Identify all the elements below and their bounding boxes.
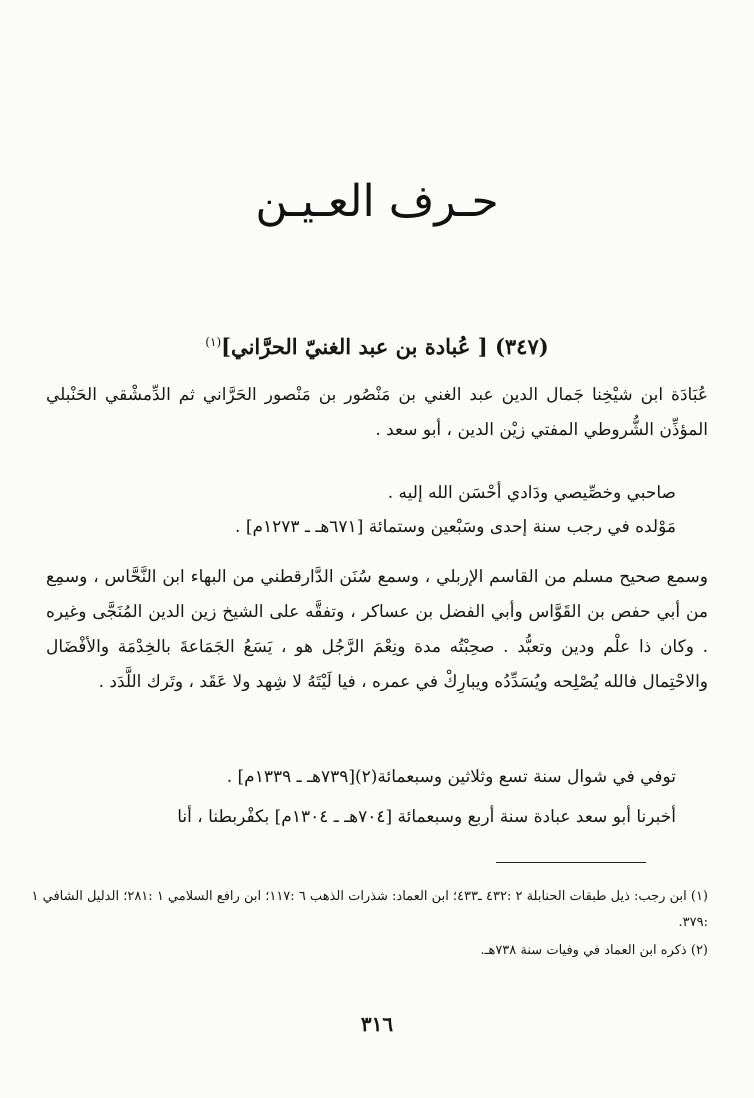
paragraph-birth: مَوْلده في رجب سنة إحدى وسَبْعين وستمائة [٦٧١هـ ـ ١٢٧٣م] .: [235, 517, 676, 537]
paragraph-companion: صاحبي وخصِّيصي ودَادي أحْسَن الله إليه .: [387, 483, 676, 503]
page-number: ٣١٦: [360, 1012, 394, 1036]
entry-heading-text: (٣٤٧) [ عُبادة بن عبد الغنيّ الحرَّاني]: [221, 334, 549, 359]
footnote-1: (١) ابن رجب: ذيل طبقات الحنابلة ٢ :٤٣٢ ـ٤٣٣؛ ابن العماد: شذرات الذهب ٦ :١١٧؛ ابن رافع السلامي ١ :٢٨١؛ الدليل الشافي ١ :٣٧٩.: [31, 889, 708, 930]
footnote-separator: [496, 862, 646, 863]
entry-heading: [60, 334, 694, 359]
paragraph-narration: أخبرنا أبو سعد عبادة سنة أربع وسبعمائة [٧٠٤هـ ـ ١٣٠٤م] بكفْربطنا ، أنا: [177, 807, 676, 827]
paragraph-biography: وسمع صحيح مسلم من القاسم الإربلي ، وسمع سُنَن الدَّارقطني من البهاء ابن النَّحَّاس ، وسمِع من أبي حفص بن القَوَّاس وأبي الفضل بن عساكر ، وتفقَّه على الشيخ زين الدين المُنَجَّى وغيره . وكان ذا علْم ودين وتعبُّد . صحِبْتُه مدة ونِعْمَ الرَّجُل هو ، يَسَعُ الجَمَاعةَ بالخِدْمَة والأفْضَال والاحْتِمال فالله يُصْلِحه ويُسَدِّدُه ويبارِكْ في عمره ، فيا لَيْتَهُ لا شِهد ولا عَقَد ، وتَرك اللَّدَد .: [46, 567, 708, 692]
footnote-2: (٢) ذكره ابن العماد في وفيات سنة ٧٣٨هـ.: [480, 943, 708, 958]
paragraph-name: عُبَادَة ابن شيْخِنا جَمال الدين عبد الغني بن مَنْصُور بن مَنْصور الحَرَّاني ثم الدِّمشْقي الحَنْبلي المؤذِّن الشُّروطي المفتي زيْن الدين ، أبو سعد .: [46, 385, 708, 440]
chapter-title: حـرف العـيـن: [255, 176, 499, 227]
paragraph-death: توفي في شوال سنة تسع وثلاثين وسبعمائة(٢)[٧٣٩هـ ـ ١٣٣٩م] .: [226, 767, 676, 787]
entry-heading-footnote-ref: (١): [205, 335, 222, 349]
